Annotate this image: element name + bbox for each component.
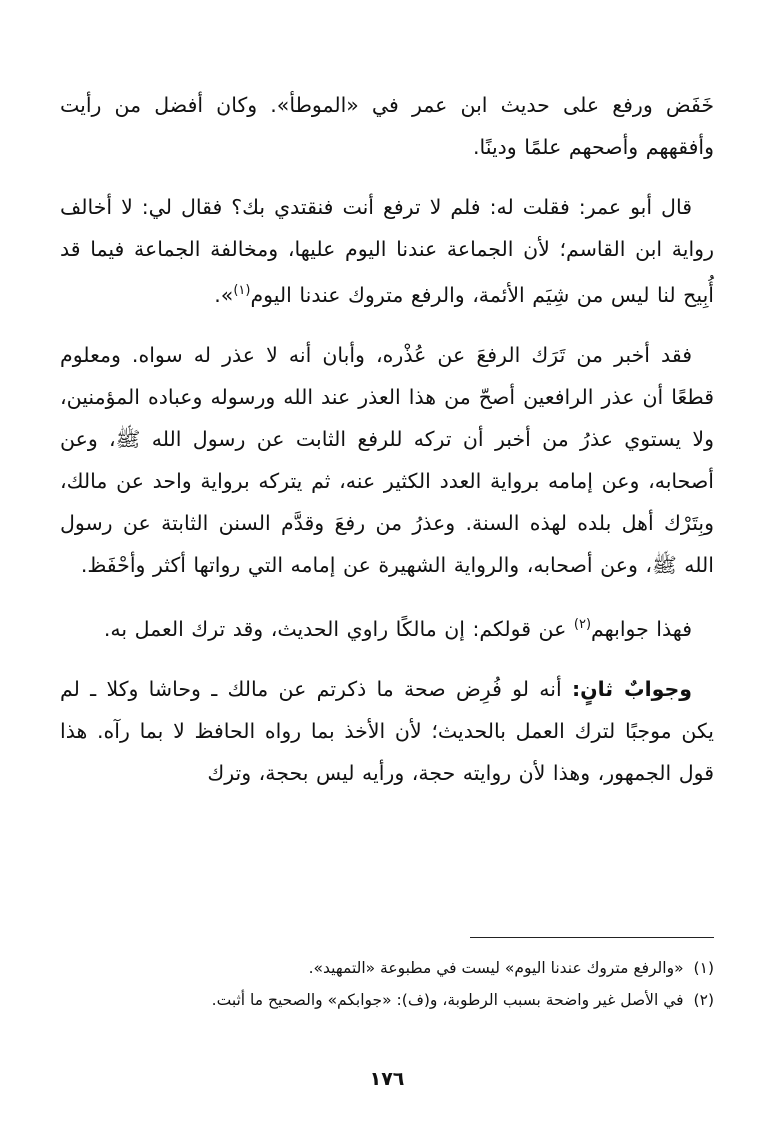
paragraph-text: قال أبو عمر: فقلت له: فلم لا ترفع أنت فنقتدي بك؟ فقال لي: لا أخالف رواية ابن القاسم؛ لأن الجماعة عندنا اليوم عليها، ومخالفة الجماعة فيما قد أُبِيح لنا ليس من شِيَم الأئمة، والرفع متروك عندنا اليوم (60, 195, 714, 307)
footnote-number: (١) (693, 959, 714, 977)
paragraph-3 (60, 334, 714, 586)
footnote-2 (60, 984, 714, 1016)
footnote-text: في الأصل غير واضحة بسبب الرطوبة، و(ف): «جوابكم» والصحيح ما أثبت. (211, 991, 684, 1009)
footnote-text: «والرفع متروك عندنا اليوم» ليست في مطبوعة «التمهيد». (308, 959, 684, 977)
paragraph-1 (60, 84, 714, 168)
footnote-ref: (١) (233, 283, 251, 298)
footnote-number: (٢) (693, 991, 714, 1009)
page-number: ١٧٦ (369, 1068, 405, 1090)
paragraph-text: خَفَض ورفع على حديث ابن عمر في «الموطأ». وكان أفضل من رأيت وأفقههم وأصحهم علمًا ودينًا. (60, 93, 714, 159)
footnote-separator (470, 937, 714, 938)
footnote-1 (60, 952, 714, 984)
paragraph-2 (60, 186, 714, 316)
paragraph-text: فقد أخبر من تَرَك الرفعَ عن عُذْره، وأبان أنه لا عذر له سواه. ومعلوم قطعًا أن عذر الرافعين أصحّ من هذا العذر عند الله ورسوله وعباده المؤمنين، ولا يستوي عذرُ من أخبر أن تركه للرفع الثابت عن رسول الله ﷺ، وعن أصحابه، وعن إمامه برواية العدد الكثير عنه، ثم يتركه برواية واحد عن مالك، وبِتَرْك أهل بلده لهذه السنة. وعذرُ من رفعَ وقدَّم السنن الثابتة عن رسول الله ﷺ، وعن أصحابه، والرواية الشهيرة عن إمامه التي رواتها أكثر وأحْفَظ. (60, 342, 714, 577)
paragraph-4 (60, 604, 714, 650)
main-text (60, 84, 714, 794)
paragraph-text: ». (214, 282, 234, 307)
paragraph-text: فهذا جوابهم (591, 616, 692, 641)
bold-lead: وجوابٌ ثانٍ: (571, 676, 692, 701)
footnote-ref: (٢) (573, 616, 592, 632)
footnotes (60, 952, 714, 1016)
paragraph-text: عن قولكم: إن مالكًا راوي الحديث، وقد ترك العمل به. (103, 616, 574, 641)
paragraph-5 (60, 668, 714, 794)
paragraph-text: أنه لو فُرِض صحة ما ذكرتم عن مالك ـ وحاشا وكلا ـ لم يكن موجبًا لترك العمل بالحديث؛ لأن الأخذ بما رواه الحافظ لا بما رآه. هذا قول الجمهور، وهذا لأن روايته حجة، ورأيه ليس بحجة، وترك (60, 676, 714, 785)
